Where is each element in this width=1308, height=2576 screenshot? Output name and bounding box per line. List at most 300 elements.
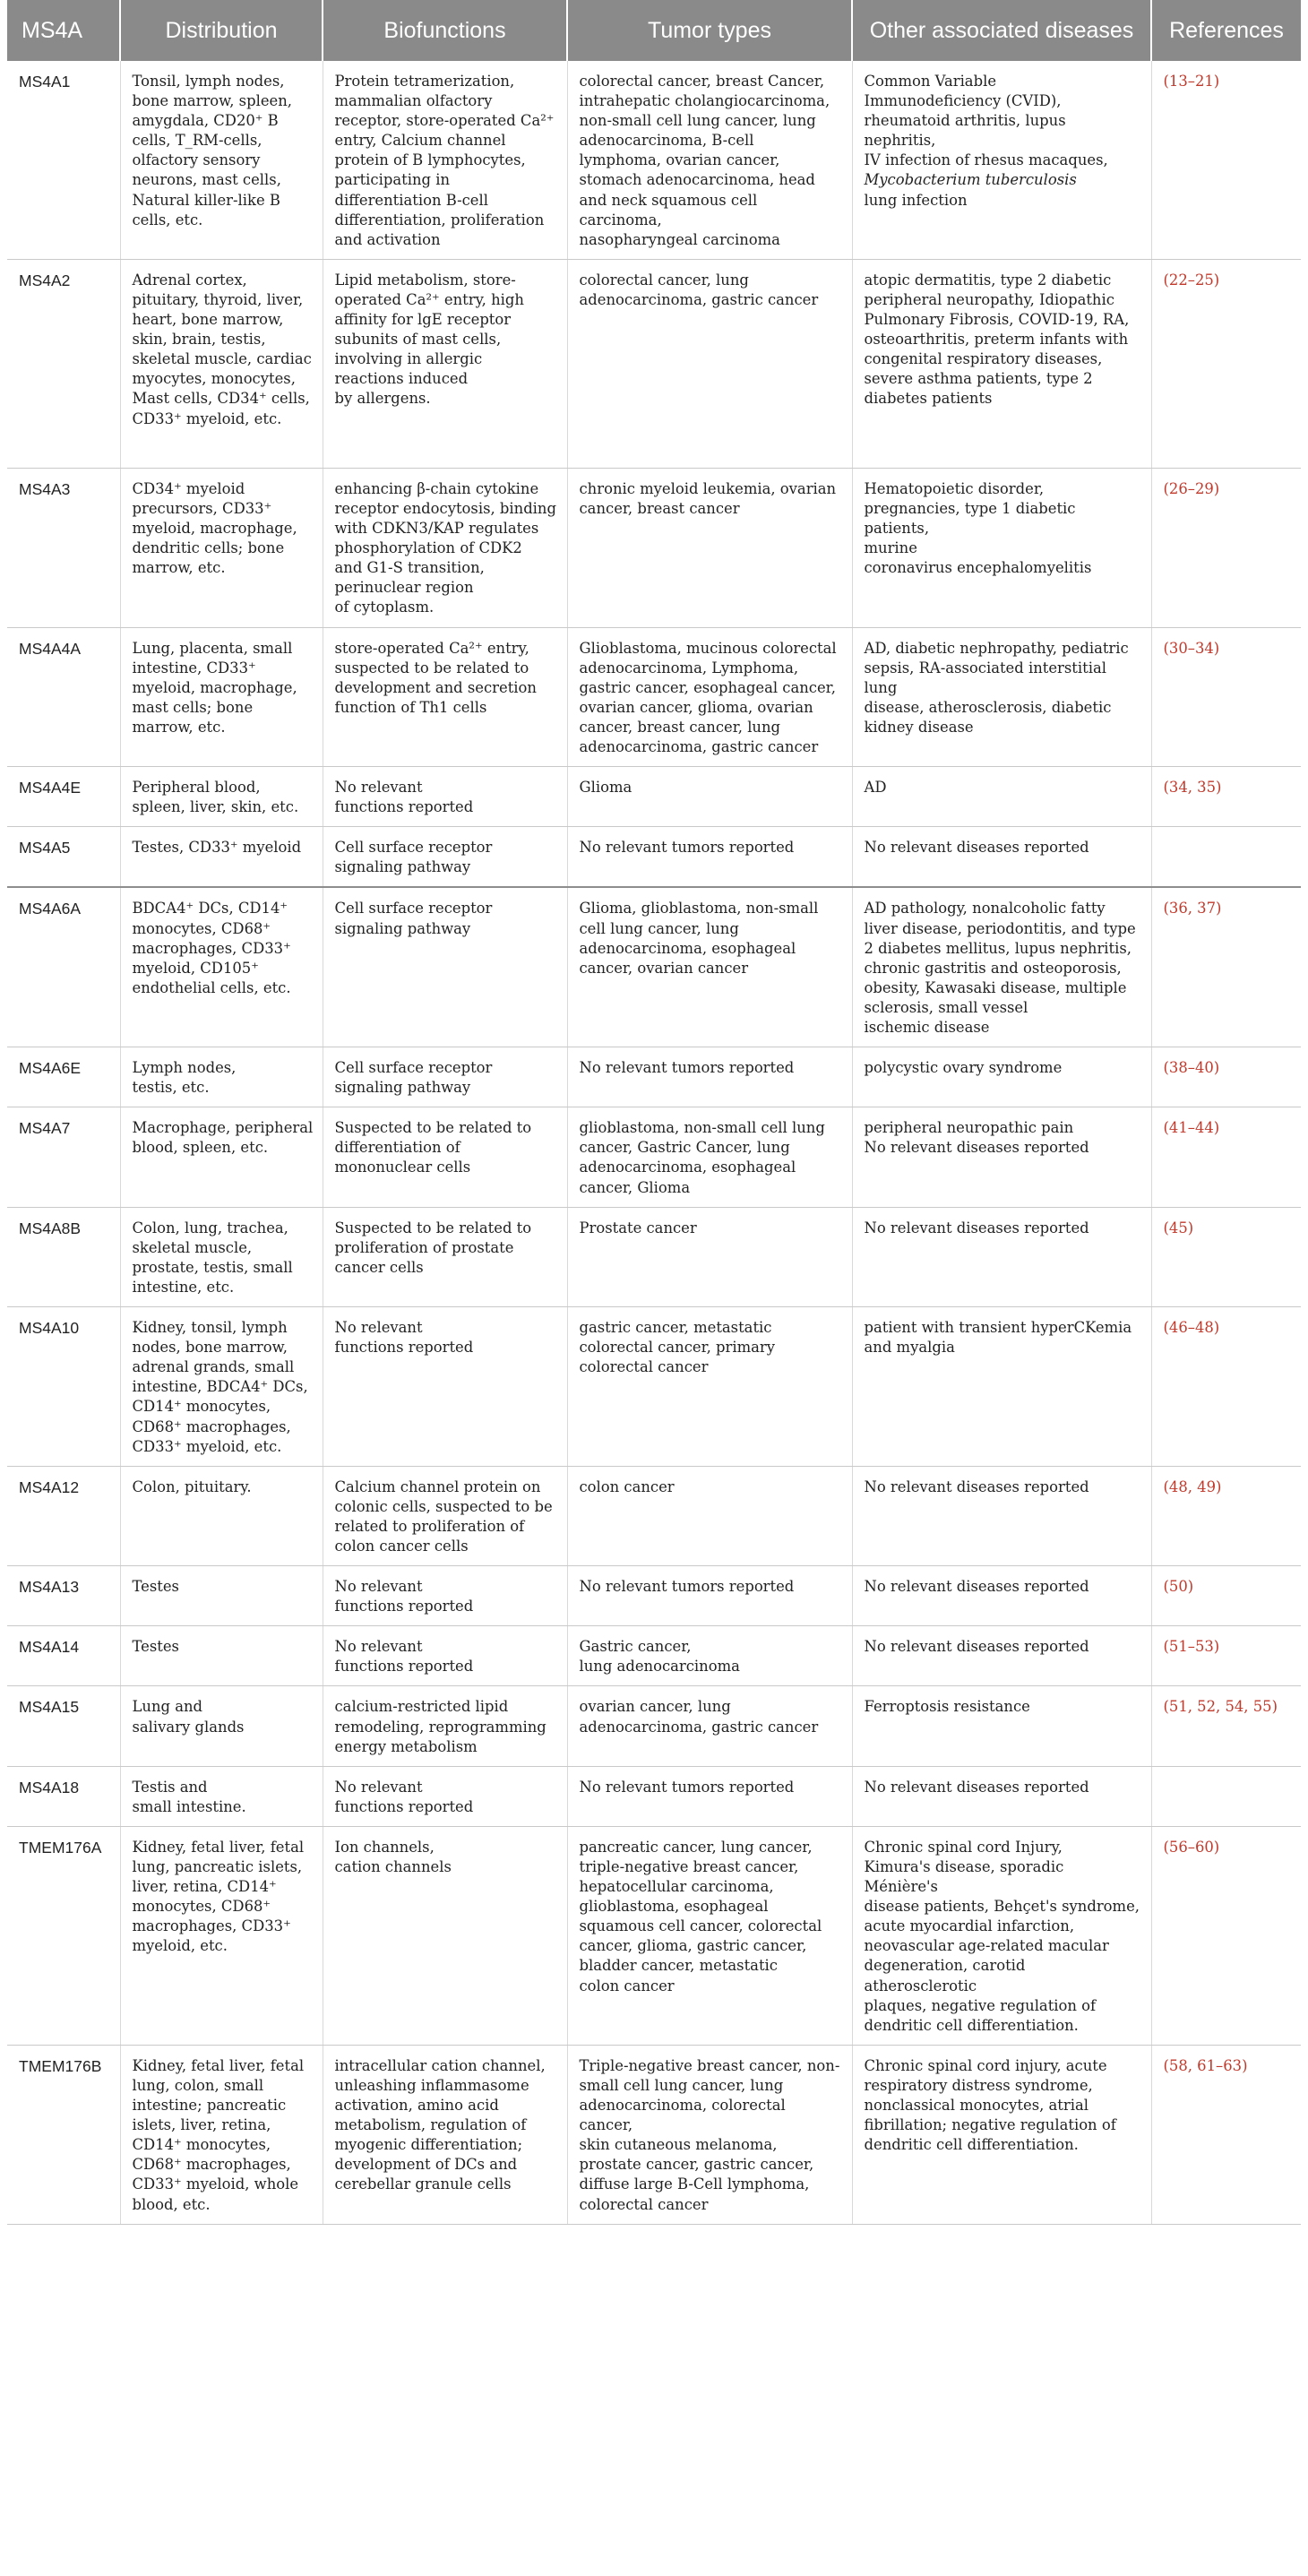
cell-distribution — [120, 1826, 323, 2045]
cell-line: signaling pathway — [334, 1079, 471, 1097]
cell-line: adenocarcinoma, colorectal cancer, — [579, 2097, 786, 2134]
cell-tumor-types — [567, 259, 852, 468]
cell-line: intestine, BDCA4⁺ DCs, — [132, 1378, 308, 1396]
cell-other-diseases — [852, 1047, 1151, 1107]
reference-link[interactable]: (48, 49) — [1163, 1478, 1222, 1495]
cell-line: neurons, mast cells, — [132, 171, 281, 189]
cell-ms4a-name: MS4A13 — [7, 1566, 120, 1626]
cell-line: atopic dermatitis, type 2 diabetic — [864, 271, 1112, 289]
cell-biofunctions — [323, 1466, 567, 1565]
table-row — [7, 1207, 1301, 1306]
cell-line: operated Ca²⁺ entry, high — [334, 290, 524, 308]
cell-references[interactable] — [1151, 1307, 1301, 1467]
reference-link[interactable]: (51, 52, 54, 55) — [1163, 1698, 1278, 1716]
cell-line: cancer, ovarian cancer — [579, 959, 749, 977]
cell-line: stomach adenocarcinoma, head — [579, 171, 815, 189]
cell-line: AD pathology, nonalcoholic fatty — [864, 900, 1106, 918]
cell-line: myocytes, monocytes, — [132, 370, 296, 388]
cell-line: Lymph nodes, — [132, 1059, 237, 1077]
cell-distribution — [120, 1207, 323, 1306]
cell-line: participating in — [334, 171, 451, 189]
header-biofunctions: Biofunctions — [323, 0, 567, 61]
cell-line: chronic myeloid leukemia, ovarian — [579, 479, 837, 497]
cell-line: by allergens. — [334, 390, 431, 408]
cell-references[interactable] — [1151, 1766, 1301, 1826]
cell-line: affinity for lgE receptor — [334, 311, 512, 329]
cell-line: monocytes, CD68⁺ — [132, 1898, 271, 1916]
cell-line: gastric cancer, esophageal cancer, — [579, 678, 836, 696]
cell-line: adenocarcinoma, esophageal — [579, 939, 796, 957]
cell-line: Suspected to be related to — [334, 1119, 532, 1137]
cell-ms4a-name: MS4A6A — [7, 887, 120, 1047]
cell-line: Colon, lung, trachea, — [132, 1219, 288, 1236]
cell-biofunctions — [323, 1107, 567, 1207]
cell-distribution — [120, 627, 323, 767]
cell-line: myeloid, etc. — [132, 1937, 228, 1955]
cell-line: Chronic spinal cord Injury, — [864, 1838, 1063, 1856]
cell-tumor-types — [567, 627, 852, 767]
cell-line: colorectal cancer, lung — [579, 271, 749, 289]
reference-link[interactable]: (36, 37) — [1163, 900, 1222, 918]
cell-line: No relevant — [334, 1638, 423, 1656]
cell-line: monocytes, CD68⁺ — [132, 919, 271, 937]
cell-biofunctions — [323, 1307, 567, 1467]
cell-line: degeneration, carotid atherosclerotic — [864, 1957, 1026, 1994]
cell-references[interactable] — [1151, 1826, 1301, 2045]
cell-other-diseases — [852, 1207, 1151, 1306]
cell-distribution — [120, 1566, 323, 1626]
table-row — [7, 1686, 1301, 1766]
cell-line: with CDKN3/KAP regulates — [334, 520, 539, 538]
cell-line: Hematopoietic disorder, — [864, 479, 1045, 497]
cell-references[interactable] — [1151, 767, 1301, 827]
cell-other-diseases — [852, 1626, 1151, 1686]
header-other-diseases: Other associated diseases — [852, 0, 1151, 61]
table-row — [7, 259, 1301, 468]
cell-line: Lipid metabolism, store- — [334, 271, 516, 289]
cell-references[interactable] — [1151, 1047, 1301, 1107]
reference-link[interactable]: (45) — [1163, 1219, 1194, 1236]
cell-references[interactable] — [1151, 259, 1301, 468]
reference-link[interactable]: (46–48) — [1163, 1319, 1220, 1337]
cell-line: differentiation, proliferation — [334, 211, 545, 228]
cell-line: Testes, CD33⁺ myeloid — [132, 839, 302, 857]
cell-line: Glioma, glioblastoma, non-small — [579, 900, 819, 918]
cell-line: mammalian olfactory — [334, 92, 493, 110]
cell-line: colon cancer — [579, 1478, 675, 1495]
cell-line: Adrenal cortex, — [132, 271, 247, 289]
cell-line: calcium-restricted lipid — [334, 1698, 509, 1716]
cell-line: adenocarcinoma, gastric cancer — [579, 1718, 819, 1736]
cell-other-diseases — [852, 1826, 1151, 2045]
cell-line: differentiation B-cell — [334, 191, 488, 209]
cell-line: adenocarcinoma, Lymphoma, — [579, 659, 799, 676]
cell-ms4a-name: MS4A5 — [7, 827, 120, 888]
cell-line: Cell surface receptor — [334, 1059, 493, 1077]
cell-references[interactable] — [1151, 887, 1301, 1047]
cell-line: CD33⁺ myeloid, whole — [132, 2175, 299, 2193]
cell-line: Triple-negative breast cancer, non- — [579, 2056, 840, 2074]
cell-line: development of DCs and — [334, 2156, 518, 2174]
cell-line: activation, amino acid — [334, 2097, 499, 2115]
cell-biofunctions — [323, 468, 567, 627]
cell-distribution — [120, 1307, 323, 1467]
cell-line: subunits of mast cells, — [334, 331, 502, 349]
cell-tumor-types — [567, 1047, 852, 1107]
cell-line: hepatocellular carcinoma, — [579, 1878, 774, 1896]
cell-references[interactable] — [1151, 1207, 1301, 1306]
cell-line: Mast cells, CD34⁺ cells, — [132, 390, 310, 408]
cell-line: precursors, CD33⁺ — [132, 499, 272, 517]
cell-line: signaling pathway — [334, 858, 471, 876]
cell-line: small intestine. — [132, 1797, 246, 1815]
cell-line: diffuse large B-Cell lymphoma, — [579, 2175, 810, 2193]
cell-line: cancer, breast cancer — [579, 499, 740, 517]
cell-line: patient with transient hyperCKemia — [864, 1319, 1132, 1337]
cell-other-diseases — [852, 61, 1151, 259]
cell-other-diseases — [852, 1466, 1151, 1565]
table-row — [7, 1626, 1301, 1686]
cell-line: functions reported — [334, 1658, 474, 1676]
cell-line: prostate cancer, gastric cancer, — [579, 2156, 814, 2174]
reference-link[interactable]: (41–44) — [1163, 1119, 1220, 1137]
cell-line: cancer, Gastric Cancer, lung — [579, 1139, 790, 1157]
cell-line: Cell surface receptor — [334, 900, 493, 918]
cell-line: carcinoma, — [579, 211, 662, 228]
cell-line: Glioblastoma, mucinous colorectal — [579, 639, 837, 657]
cell-tumor-types — [567, 767, 852, 827]
cell-references[interactable] — [1151, 1686, 1301, 1766]
cell-tumor-types — [567, 1626, 852, 1686]
cell-line: severe asthma patients, type 2 — [864, 370, 1093, 388]
header-references: References — [1151, 0, 1301, 61]
cell-line: macrophages, CD33⁺ — [132, 1917, 291, 1935]
cell-line: non-small cell lung cancer, lung — [579, 112, 816, 130]
cell-ms4a-name: MS4A1 — [7, 61, 120, 259]
cell-ms4a-name: TMEM176B — [7, 2045, 120, 2224]
cell-line: pregnancies, type 1 diabetic patients, — [864, 499, 1076, 538]
cell-line: No relevant diseases reported — [864, 1219, 1089, 1236]
cell-line: cell lung cancer, lung — [579, 919, 739, 937]
cell-tumor-types — [567, 468, 852, 627]
cell-line: mononuclear cells — [334, 1159, 471, 1176]
cell-line: unleashing inflammasome — [334, 2076, 529, 2094]
cell-line: cerebellar granule cells — [334, 2175, 512, 2193]
cell-line: remodeling, reprogramming — [334, 1718, 546, 1736]
cell-other-diseases — [852, 1686, 1151, 1766]
ms4a-table — [7, 0, 1301, 2225]
cell-distribution — [120, 1766, 323, 1826]
cell-other-diseases — [852, 827, 1151, 888]
cell-line: phosphorylation of CDK2 — [334, 539, 522, 557]
cell-line: pancreatic cancer, lung cancer, — [579, 1838, 813, 1856]
cell-other-diseases — [852, 468, 1151, 627]
cell-line: lung, colon, small — [132, 2076, 264, 2094]
cell-biofunctions — [323, 259, 567, 468]
cell-line: lung, pancreatic islets, — [132, 1858, 303, 1875]
cell-line: amygdala, CD20⁺ B — [132, 112, 279, 130]
cell-line: No relevant — [334, 1319, 423, 1337]
reference-link[interactable]: (58, 61–63) — [1163, 2056, 1248, 2074]
cell-line: No relevant diseases reported — [864, 1139, 1089, 1157]
cell-distribution — [120, 1626, 323, 1686]
table-row — [7, 1566, 1301, 1626]
cell-biofunctions — [323, 61, 567, 259]
cell-references[interactable] — [1151, 2045, 1301, 2224]
cell-line: mast cells; bone — [132, 698, 254, 716]
cell-line: Chronic spinal cord injury, acute — [864, 2056, 1107, 2074]
table-row — [7, 61, 1301, 259]
cell-line: Peripheral blood, — [132, 779, 261, 797]
cell-line: AD — [864, 779, 887, 797]
cell-line: No relevant — [334, 1778, 423, 1796]
cell-tumor-types — [567, 1566, 852, 1626]
cell-line: salivary glands — [132, 1718, 245, 1736]
cell-line: functions reported — [334, 1339, 474, 1357]
cell-references[interactable] — [1151, 1107, 1301, 1207]
cell-ms4a-name: MS4A10 — [7, 1307, 120, 1467]
cell-line: bone marrow, spleen, — [132, 92, 292, 110]
cell-distribution — [120, 887, 323, 1047]
cell-line: myeloid, macrophage, — [132, 520, 297, 538]
cell-biofunctions — [323, 1686, 567, 1766]
cell-line: No relevant tumors reported — [579, 1578, 795, 1596]
table-row — [7, 887, 1301, 1047]
cell-other-diseases — [852, 259, 1151, 468]
cell-line: olfactory sensory — [132, 151, 261, 169]
cell-line: store-operated Ca²⁺ entry, — [334, 639, 529, 657]
cell-line: nodes, bone marrow, — [132, 1339, 288, 1357]
cell-other-diseases — [852, 627, 1151, 767]
header-row — [7, 0, 1301, 61]
cell-line: congenital respiratory diseases, — [864, 350, 1103, 368]
cell-other-diseases — [852, 767, 1151, 827]
cell-distribution — [120, 468, 323, 627]
cell-tumor-types — [567, 1207, 852, 1306]
cell-ms4a-name: MS4A8B — [7, 1207, 120, 1306]
table-row — [7, 1826, 1301, 2045]
cell-line: myeloid, CD105⁺ — [132, 959, 259, 977]
cell-line: colorectal cancer — [579, 2195, 709, 2213]
cell-line: Suspected to be related to — [334, 1219, 532, 1236]
cell-line: colorectal cancer, breast Cancer, — [579, 73, 825, 90]
cell-line: respiratory distress syndrome, — [864, 2076, 1093, 2094]
cell-line: ischemic disease — [864, 1019, 990, 1036]
cell-line: signaling pathway — [334, 919, 471, 937]
cell-line: dendritic cells; bone — [132, 539, 285, 557]
cell-line: receptor, store-operated Ca²⁺ — [334, 112, 555, 130]
cell-line: sepsis, RA-associated interstitial lung — [864, 659, 1106, 696]
cell-distribution — [120, 259, 323, 468]
cell-line: and activation — [334, 230, 441, 248]
cell-ms4a-name: MS4A7 — [7, 1107, 120, 1207]
cell-line: CD34⁺ myeloid — [132, 479, 245, 497]
table-row — [7, 827, 1301, 888]
reference-link[interactable]: (13–21) — [1163, 73, 1220, 90]
cell-distribution — [120, 767, 323, 827]
reference-link[interactable]: (56–60) — [1163, 1838, 1220, 1856]
cell-line: lung infection — [864, 191, 968, 209]
cell-line: Common Variable — [864, 73, 997, 90]
cell-line: functions reported — [334, 798, 474, 816]
cell-other-diseases — [852, 1566, 1151, 1626]
cell-line: blood, etc. — [132, 2195, 211, 2213]
cell-line: Natural killer-like B — [132, 191, 280, 209]
cell-line: Testes — [132, 1578, 179, 1596]
cell-other-diseases — [852, 2045, 1151, 2224]
cell-tumor-types — [567, 1686, 852, 1766]
cell-line: myeloid, macrophage, — [132, 678, 297, 696]
cell-references[interactable] — [1151, 627, 1301, 767]
cell-references[interactable] — [1151, 1566, 1301, 1626]
cell-line: blood, spleen, etc. — [132, 1139, 269, 1157]
cell-distribution — [120, 1466, 323, 1565]
table-row — [7, 1047, 1301, 1107]
cell-line: IV infection of rhesus macaques, — [864, 151, 1108, 169]
reference-link[interactable]: (34, 35) — [1163, 779, 1222, 797]
cell-line: colorectal cancer — [579, 1358, 709, 1376]
reference-link[interactable]: (50) — [1163, 1578, 1194, 1596]
table-row — [7, 1307, 1301, 1467]
cell-distribution — [120, 2045, 323, 2224]
cell-line: colon cancer — [579, 1977, 675, 1994]
cell-line: cancer, Glioma — [579, 1178, 691, 1196]
cell-line: disease, atherosclerosis, diabetic — [864, 698, 1112, 716]
reference-link[interactable]: (26–29) — [1163, 479, 1220, 497]
cell-line: ovarian cancer, lung — [579, 1698, 731, 1716]
cell-tumor-types — [567, 827, 852, 888]
cell-line: No relevant diseases reported — [864, 1638, 1089, 1656]
cell-line: perinuclear region — [334, 579, 474, 597]
cell-line: coronavirus encephalomyelitis — [864, 559, 1092, 577]
cell-line: peripheral neuropathy, Idiopathic — [864, 290, 1114, 308]
cell-line: marrow, etc. — [132, 559, 226, 577]
cell-line: colon cancer cells — [334, 1537, 469, 1555]
cell-line: Protein tetramerization, — [334, 73, 515, 90]
cell-line: small cell lung cancer, lung — [579, 2076, 784, 2094]
cell-line: Pulmonary Fibrosis, COVID-19, RA, — [864, 311, 1130, 329]
cell-line: development and secretion — [334, 678, 537, 696]
cell-references[interactable] — [1151, 827, 1301, 888]
cell-line: functions reported — [334, 1797, 474, 1815]
cell-tumor-types — [567, 61, 852, 259]
cell-line: Testis and — [132, 1778, 208, 1796]
cell-line: Cell surface receptor — [334, 839, 493, 857]
cell-line: skin cutaneous melanoma, — [579, 2136, 778, 2154]
cell-line: islets, liver, retina, — [132, 2116, 271, 2134]
cell-line: peripheral neuropathic pain — [864, 1119, 1074, 1137]
cell-line: diabetes patients — [864, 390, 993, 408]
cell-line: cancer, breast cancer, lung — [579, 718, 781, 736]
cell-line: No relevant tumors reported — [579, 1778, 795, 1796]
cell-ms4a-name: MS4A4E — [7, 767, 120, 827]
cell-line: sclerosis, small vessel — [864, 998, 1028, 1016]
cell-biofunctions — [323, 1626, 567, 1686]
cell-line: triple-negative breast cancer, — [579, 1858, 799, 1875]
cell-line: No relevant diseases reported — [864, 1578, 1089, 1596]
cell-line: bladder cancer, metastatic — [579, 1957, 778, 1975]
cell-biofunctions — [323, 887, 567, 1047]
cell-distribution — [120, 61, 323, 259]
cell-distribution — [120, 1107, 323, 1207]
cell-line: prostate, testis, small — [132, 1258, 293, 1276]
cell-biofunctions — [323, 1566, 567, 1626]
cell-line: disease patients, Behçet's syndrome, — [864, 1898, 1140, 1916]
table-row — [7, 767, 1301, 827]
cell-references[interactable] — [1151, 468, 1301, 627]
cell-references[interactable] — [1151, 1466, 1301, 1565]
cell-line: adrenal grands, small — [132, 1358, 295, 1376]
cell-line: Immunodeficiency (CVID), — [864, 92, 1062, 110]
cell-references[interactable] — [1151, 1626, 1301, 1686]
header-ms4a: MS4A — [7, 0, 120, 61]
cell-line: cation channels — [334, 1858, 452, 1875]
cell-line: lung adenocarcinoma — [579, 1658, 740, 1676]
cell-biofunctions — [323, 1207, 567, 1306]
cell-line: testis, etc. — [132, 1079, 210, 1097]
cell-line: neovascular age-related macular — [864, 1937, 1109, 1955]
cell-line: No relevant diseases reported — [864, 1778, 1089, 1796]
cell-line: enhancing β-chain cytokine — [334, 479, 539, 497]
cell-tumor-types — [567, 1766, 852, 1826]
cell-line: gastric cancer, metastatic — [579, 1319, 772, 1337]
reference-link[interactable]: (30–34) — [1163, 639, 1220, 657]
cell-line: Calcium channel protein on — [334, 1478, 541, 1495]
cell-line: nasopharyngeal carcinoma — [579, 230, 780, 248]
cell-line: lymphoma, ovarian cancer, — [579, 151, 780, 169]
cell-line: dendritic cell differentiation. — [864, 2016, 1079, 2034]
cell-line: myogenic differentiation; — [334, 2136, 523, 2154]
cell-line: intestine, CD33⁺ — [132, 659, 256, 676]
cell-line: Lung and — [132, 1698, 203, 1716]
cell-ms4a-name: MS4A14 — [7, 1626, 120, 1686]
cell-line: of cytoplasm. — [334, 599, 435, 616]
cell-line: rheumatoid arthritis, lupus nephritis, — [864, 112, 1066, 150]
cell-distribution — [120, 827, 323, 888]
reference-link[interactable]: (22–25) — [1163, 271, 1220, 289]
cell-line: glioblastoma, non-small cell lung — [579, 1119, 825, 1137]
cell-line: and neck squamous cell — [579, 191, 758, 209]
cell-line: cancer cells — [334, 1258, 424, 1276]
cell-references[interactable] — [1151, 61, 1301, 259]
cell-line: pituitary, thyroid, liver, — [132, 290, 304, 308]
cell-biofunctions — [323, 1826, 567, 2045]
cell-line: No relevant tumors reported — [579, 839, 795, 857]
reference-link[interactable]: (51–53) — [1163, 1638, 1220, 1656]
cell-line: spleen, liver, skin, etc. — [132, 798, 299, 816]
reference-link[interactable]: (38–40) — [1163, 1059, 1220, 1077]
cell-line: Macrophage, peripheral — [132, 1119, 314, 1137]
cell-line: Prostate cancer — [579, 1219, 697, 1236]
cell-biofunctions — [323, 827, 567, 888]
cell-line: polycystic ovary syndrome — [864, 1059, 1063, 1077]
table-header — [7, 0, 1301, 61]
cell-other-diseases — [852, 1107, 1151, 1207]
cell-biofunctions — [323, 2045, 567, 2224]
cell-line: No relevant — [334, 1578, 423, 1596]
cell-line: endothelial cells, etc. — [132, 978, 291, 996]
cell-line: cells, T_RM-cells, — [132, 132, 262, 150]
cell-line: murine — [864, 539, 917, 557]
cell-line: Testes — [132, 1638, 179, 1656]
header-tumor-types: Tumor types — [567, 0, 852, 61]
cell-line: liver, retina, CD14⁺ — [132, 1878, 277, 1896]
cell-line: marrow, etc. — [132, 718, 226, 736]
cell-line: skeletal muscle, — [132, 1238, 253, 1256]
cell-line: cells, etc. — [132, 211, 203, 228]
cell-line: fibrillation; negative regulation of — [864, 2116, 1116, 2134]
cell-biofunctions — [323, 1766, 567, 1826]
